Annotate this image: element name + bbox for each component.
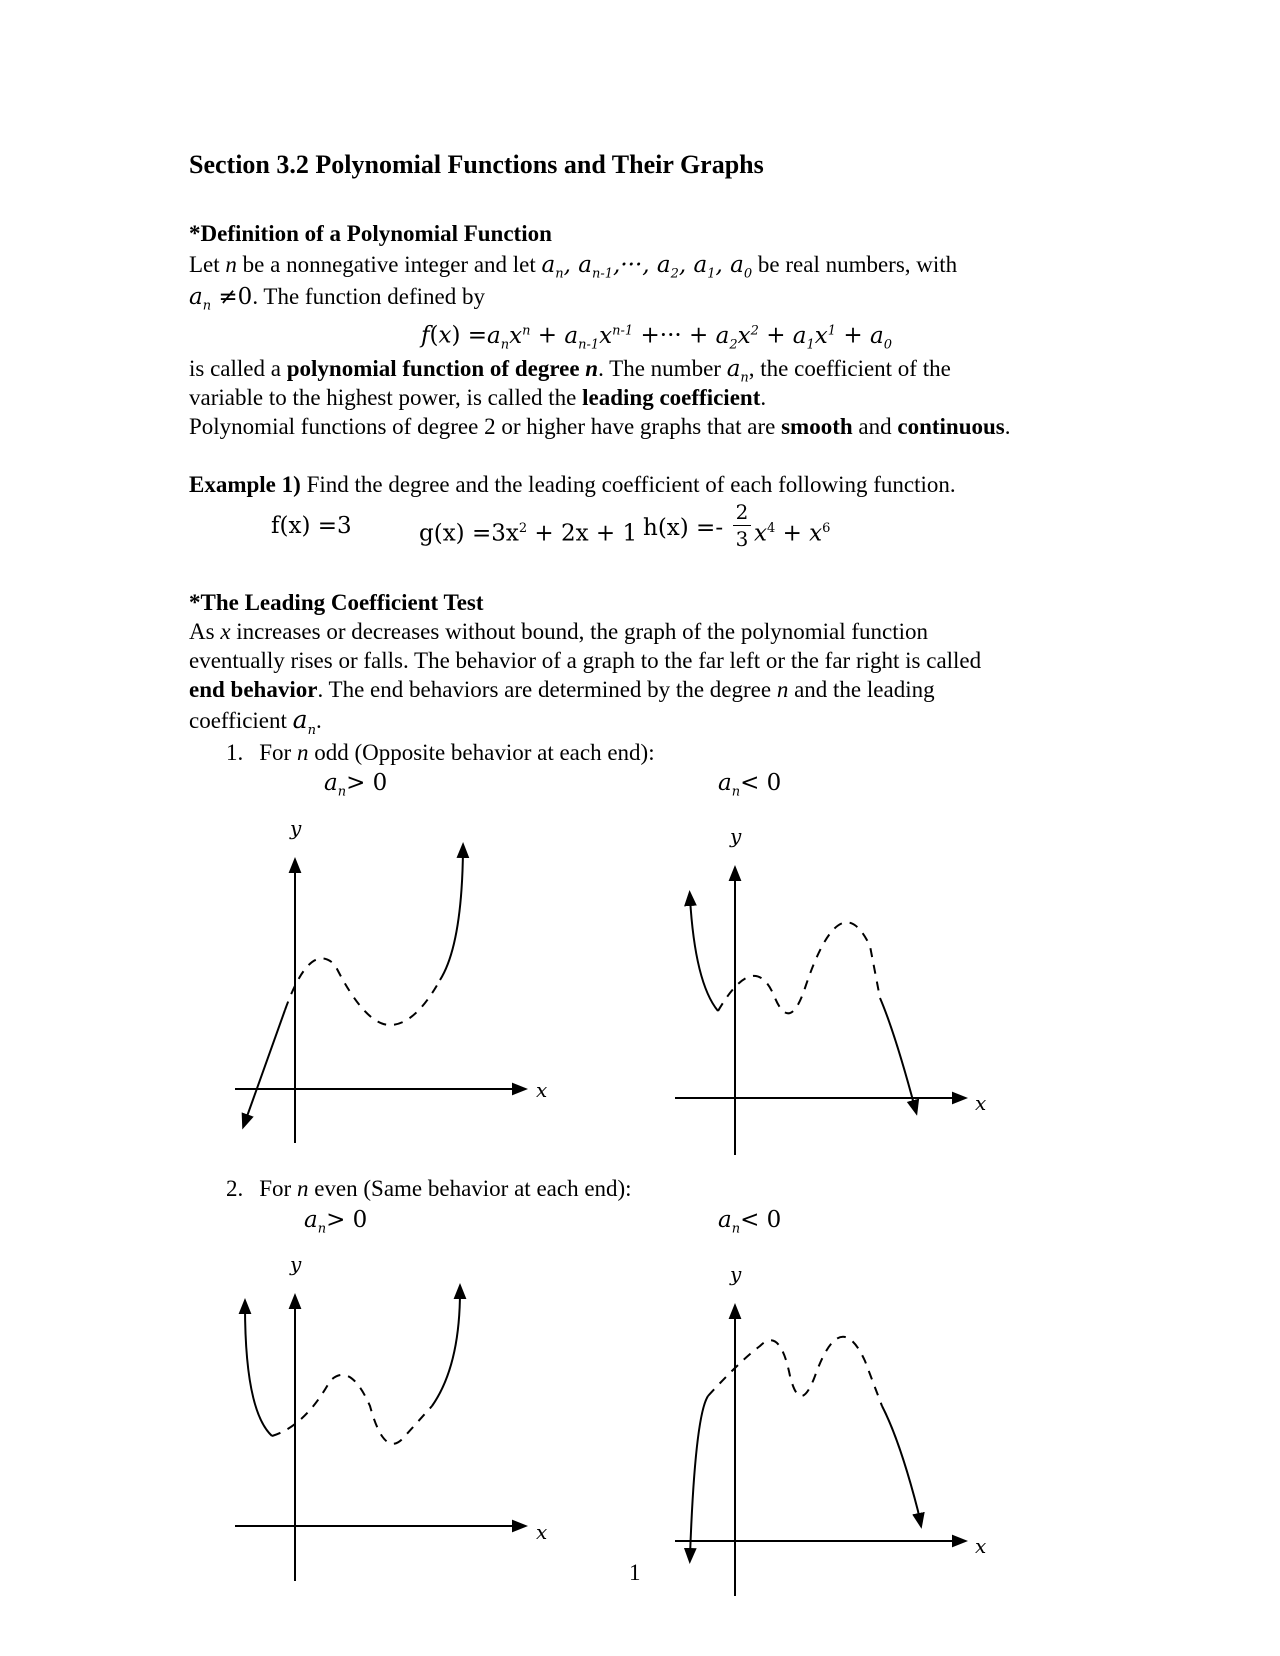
even-positive-label: $a_n> 0$ <box>304 1207 368 1237</box>
lct-line-4: coefficient $a_n$. <box>189 705 322 738</box>
x-label: x <box>975 1534 987 1558</box>
list-item-even: 2. For n even (Same behavior at each end): <box>226 1176 632 1201</box>
right-end-curve <box>882 1406 920 1521</box>
definition-line-1: Let n be a nonnegative integer and let $a_n$, $a_{n-1},\cdot\cdot\cdot$, $a_2$, $a_1$, $a_0$ be real numbers, with <box>189 252 958 282</box>
x-label: x <box>536 1520 548 1544</box>
right-end-curve <box>432 1291 460 1406</box>
y-label: y <box>730 828 742 848</box>
y-label: y <box>730 1266 742 1286</box>
definition-line-5: Polynomial functions of degree 2 or higher have graphs that are smooth and continuous. <box>189 414 1011 439</box>
polynomial-formula: $f(x) =a_nx^n + a_{n-1}x^{n-1}$ +··· + $a_2x^2 + a_1x^1 + a_0$ <box>421 322 892 353</box>
example-f: f(x) =3 <box>271 513 352 539</box>
definition-line-2: $a_n \ne 0$. The function defined by <box>189 284 486 314</box>
page-title: Section 3.2 Polynomial Functions and Their Graphs <box>189 150 764 179</box>
list-item-odd: 1. For n odd (Opposite behavior at each end): <box>226 740 655 765</box>
definition-line-4: variable to the highest power, is called the leading coefficient. <box>189 385 767 410</box>
y-label: y <box>290 1256 302 1276</box>
definition-heading: *Definition of a Polynomial Function <box>189 221 552 246</box>
left-end-curve <box>690 1396 708 1556</box>
example-h-frac-num: 2 <box>735 500 749 524</box>
graph-even-positive <box>220 1256 560 1586</box>
even-negative-label: $a_n< 0$ <box>718 1207 782 1237</box>
coefficients-list: $a_n$, $a_{n-1},\cdot\cdot\cdot$, $a_2$, $a_1$, $a_0$ <box>541 252 753 282</box>
y-label: y <box>290 820 302 840</box>
lct-line-1: As x increases or decreases without bound, the graph of the polynomial function <box>189 619 928 644</box>
example-g: $g(x) =3x^2 + 2x + 1$ <box>419 520 638 547</box>
left-end-curve <box>245 1306 272 1436</box>
lct-line-3: end behavior. The end behaviors are determined by the degree n and the leading <box>189 677 935 702</box>
graph-odd-negative <box>660 828 1000 1158</box>
right-end-curve <box>440 850 463 980</box>
graph-odd-positive <box>220 820 560 1150</box>
x-label: x <box>975 1091 987 1115</box>
lct-line-2: eventually rises or falls. The behavior of a graph to the far left or the far right is called <box>189 648 982 673</box>
odd-negative-label: $a_n< 0$ <box>718 770 782 800</box>
example-h-tail: $x^4 + x^6$ <box>754 520 831 547</box>
example-1: Example 1) Find the degree and the leading coefficient of each following function. <box>189 472 956 497</box>
lct-heading: *The Leading Coefficient Test <box>189 590 484 615</box>
middle-curve <box>718 922 880 1013</box>
right-end-curve <box>880 998 915 1108</box>
x-label: x <box>536 1078 548 1102</box>
definition-line-3: is called a polynomial function of degree n. The number $a_n$, the coefficient of the <box>189 356 951 386</box>
middle-curve <box>285 958 440 1025</box>
example-h: h(x) =- <box>643 515 724 541</box>
left-end-curve <box>245 1010 285 1122</box>
fraction-bar <box>733 525 751 526</box>
page-number: 1 <box>629 1560 641 1585</box>
graph-even-negative <box>660 1266 1000 1596</box>
left-end-curve <box>690 898 718 1011</box>
odd-positive-label: $a_n> 0$ <box>324 770 388 800</box>
example-h-frac-den: 3 <box>735 527 749 551</box>
